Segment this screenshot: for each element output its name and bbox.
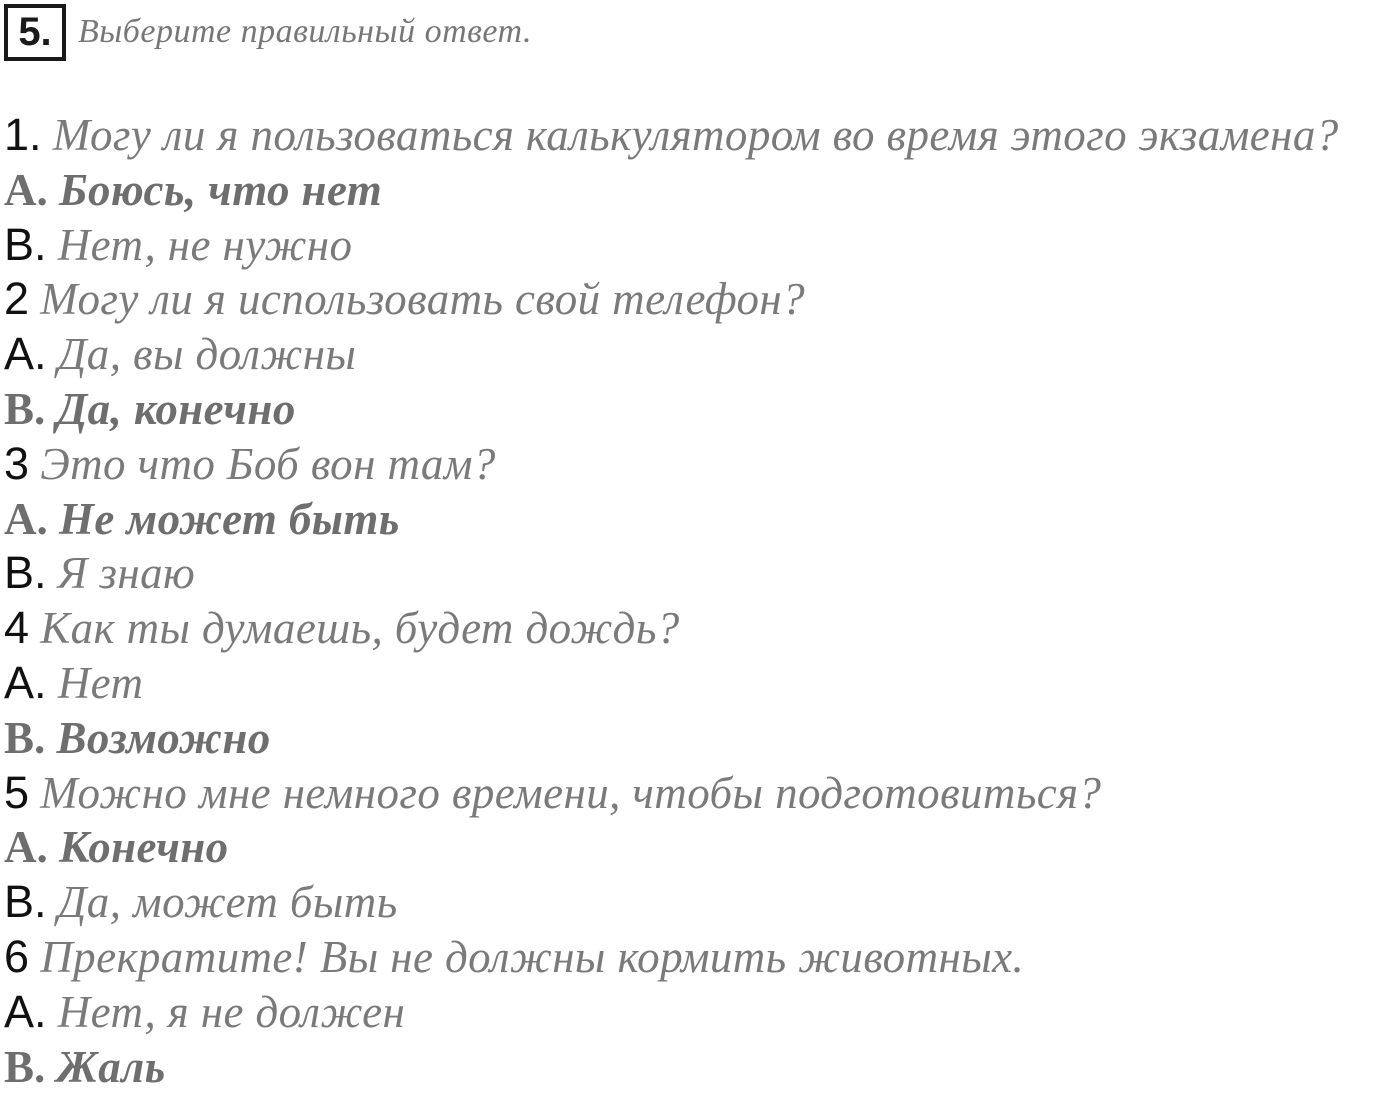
option-text: Конечно	[59, 822, 229, 873]
option-label: B.	[4, 1041, 46, 1092]
answer-option-6a	[4, 985, 1400, 1040]
answer-option-3a	[4, 492, 1400, 547]
question-3	[4, 437, 1400, 492]
exercise-body	[4, 108, 1400, 1094]
question-4	[4, 601, 1400, 656]
option-text: Я знаю	[57, 548, 196, 599]
answer-option-2b	[4, 382, 1400, 437]
question-text: Это что Боб вон там?	[40, 438, 496, 489]
option-text: Да, конечно	[56, 383, 296, 434]
question-number: 4	[4, 602, 30, 654]
answer-option-5b	[4, 875, 1400, 930]
option-text: Нет, не нужно	[57, 219, 353, 270]
exercise-header	[0, 0, 532, 64]
option-label: B.	[4, 218, 47, 270]
question-number: 3	[4, 437, 30, 489]
option-label: A.	[4, 164, 48, 215]
exercise-number-box	[4, 4, 66, 61]
option-text: Да, вы должны	[57, 329, 357, 380]
answer-option-5a	[4, 820, 1400, 875]
option-text: Не может быть	[59, 493, 400, 544]
question-number: 2	[4, 273, 30, 325]
option-label: A.	[4, 985, 47, 1037]
option-label: B.	[4, 712, 46, 763]
answer-option-2a	[4, 327, 1400, 382]
answer-option-4a	[4, 656, 1400, 711]
question-number: 6	[4, 930, 30, 982]
question-6	[4, 930, 1400, 985]
option-label: A.	[4, 328, 47, 380]
exercise-instruction: Выберите правильный ответ.	[78, 13, 533, 50]
answer-option-1a	[4, 163, 1400, 218]
option-label: A.	[4, 493, 48, 544]
option-label: B.	[4, 876, 47, 928]
question-text: Могу ли я использовать свой телефон?	[40, 274, 806, 325]
question-number: 1.	[4, 109, 42, 160]
option-text: Возможно	[56, 712, 271, 763]
answer-option-1b	[4, 218, 1400, 273]
option-text: Жаль	[56, 1041, 166, 1092]
question-text: Как ты думаешь, будет дождь?	[40, 603, 680, 654]
question-number: 5	[4, 766, 30, 818]
question-text: Можно мне немного времени, чтобы подготовиться?	[40, 767, 1102, 818]
exercise-number: 5.	[18, 10, 52, 54]
question-text: Могу ли я пользоваться калькулятором во время этого экзамена?	[52, 110, 1339, 160]
answer-option-3b	[4, 546, 1400, 601]
question-1	[4, 108, 1400, 163]
option-text: Боюсь, что нет	[59, 164, 383, 215]
question-2	[4, 272, 1400, 327]
answer-option-6b	[4, 1040, 1400, 1094]
option-text: Нет, я не должен	[57, 986, 406, 1037]
option-label: A.	[4, 656, 47, 708]
option-label: B.	[4, 383, 46, 434]
option-label: B.	[4, 547, 47, 599]
question-5	[4, 766, 1400, 821]
question-text: Прекратите! Вы не должны кормить животных.	[40, 931, 1025, 982]
option-text: Да, может быть	[57, 877, 398, 928]
answer-option-4b	[4, 711, 1400, 766]
option-text: Нет	[57, 657, 144, 708]
option-label: A.	[4, 822, 48, 873]
